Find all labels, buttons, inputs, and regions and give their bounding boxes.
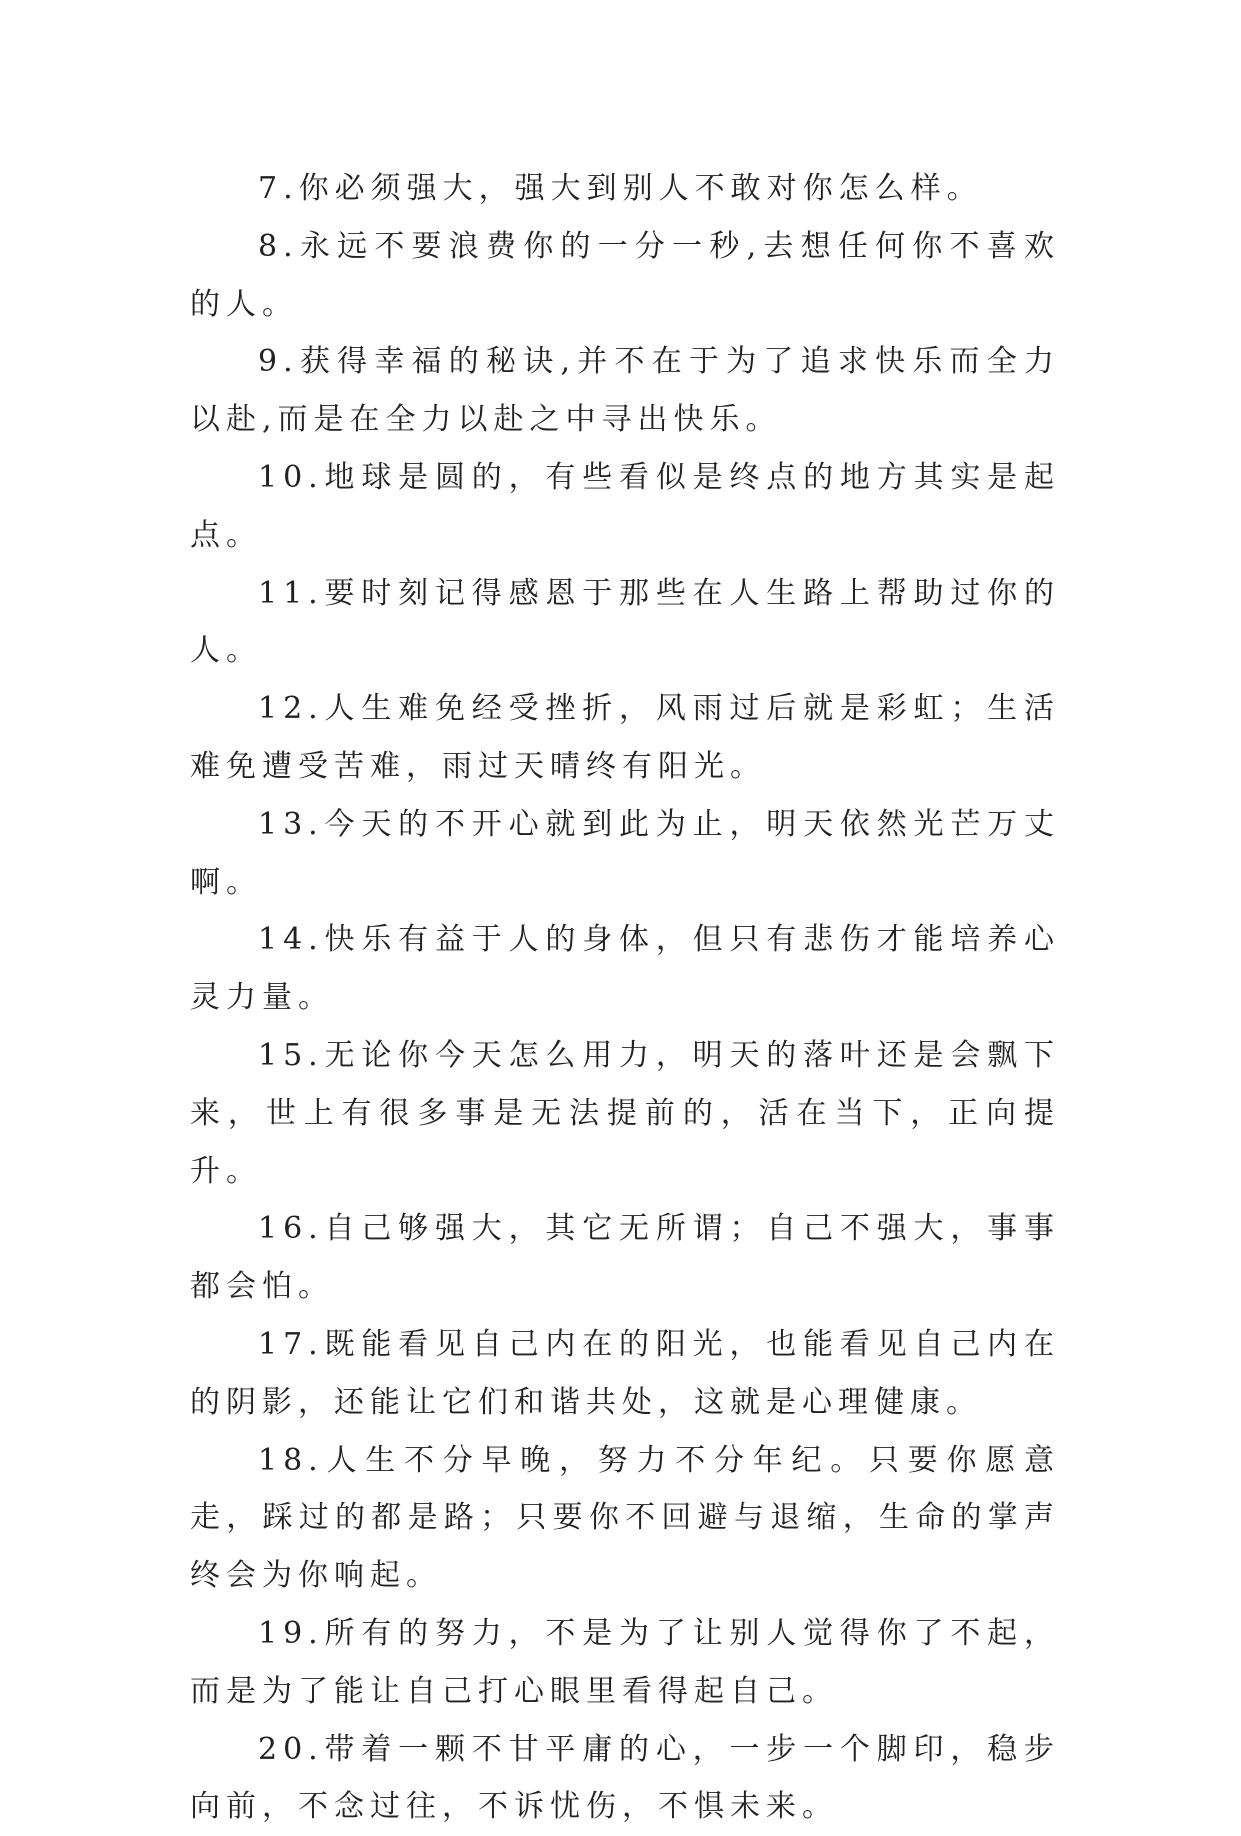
paragraph-20: 20.带着一颗不甘平庸的心，一步一个脚印，稳步向前，不念过往，不诉忧伤，不惧未来。 [190,1731,1060,1825]
paragraph-16: 16.自己够强大，其它无所谓；自己不强大，事事都会怕。 [190,1211,1060,1305]
paragraph-7: 7.你必须强大，强大到别人不敢对你怎么样。 [258,171,983,206]
document-body [190,160,1060,1836]
paragraph-9: 9.获得幸福的秘诀,并不在于为了追求快乐而全力以赴,而是在全力以赴之中寻出快乐。 [190,344,1060,438]
paragraph-10: 10.地球是圆的，有些看似是终点的地方其实是起点。 [190,459,1060,553]
paragraph-12: 12.人生难免经受挫折，风雨过后就是彩虹；生活难免遭受苦难，雨过天晴终有阳光。 [190,691,1060,784]
paragraph-15: 15.无论你今天怎么用力，明天的落叶还是会飘下来，世上有很多事是无法提前的，活在当下，正向提升。 [190,1037,1060,1189]
paragraph-11: 11.要时刻记得感恩于那些在人生路上帮助过你的人。 [190,575,1060,669]
paragraph-13: 13.今天的不开心就到此为止，明天依然光芒万丈啊。 [190,806,1060,900]
paragraph-14: 14.快乐有益于人的身体，但只有悲伤才能培养心灵力量。 [190,922,1060,1016]
paragraph-8: 8.永远不要浪费你的一分一秒,去想任何你不喜欢的人。 [190,228,1060,322]
paragraph-18: 18.人生不分早晚，努力不分年纪。只要你愿意走，踩过的都是路；只要你不回避与退缩，生命的掌声终会为你响起。 [190,1442,1060,1594]
paragraph-17: 17.既能看见自己内在的阳光，也能看见自己内在的阴影，还能让它们和谐共处，这就是心理健康。 [190,1326,1060,1420]
paragraph-19: 19.所有的努力，不是为了让别人觉得你了不起，而是为了能让自己打心眼里看得起自己。 [190,1615,1060,1709]
